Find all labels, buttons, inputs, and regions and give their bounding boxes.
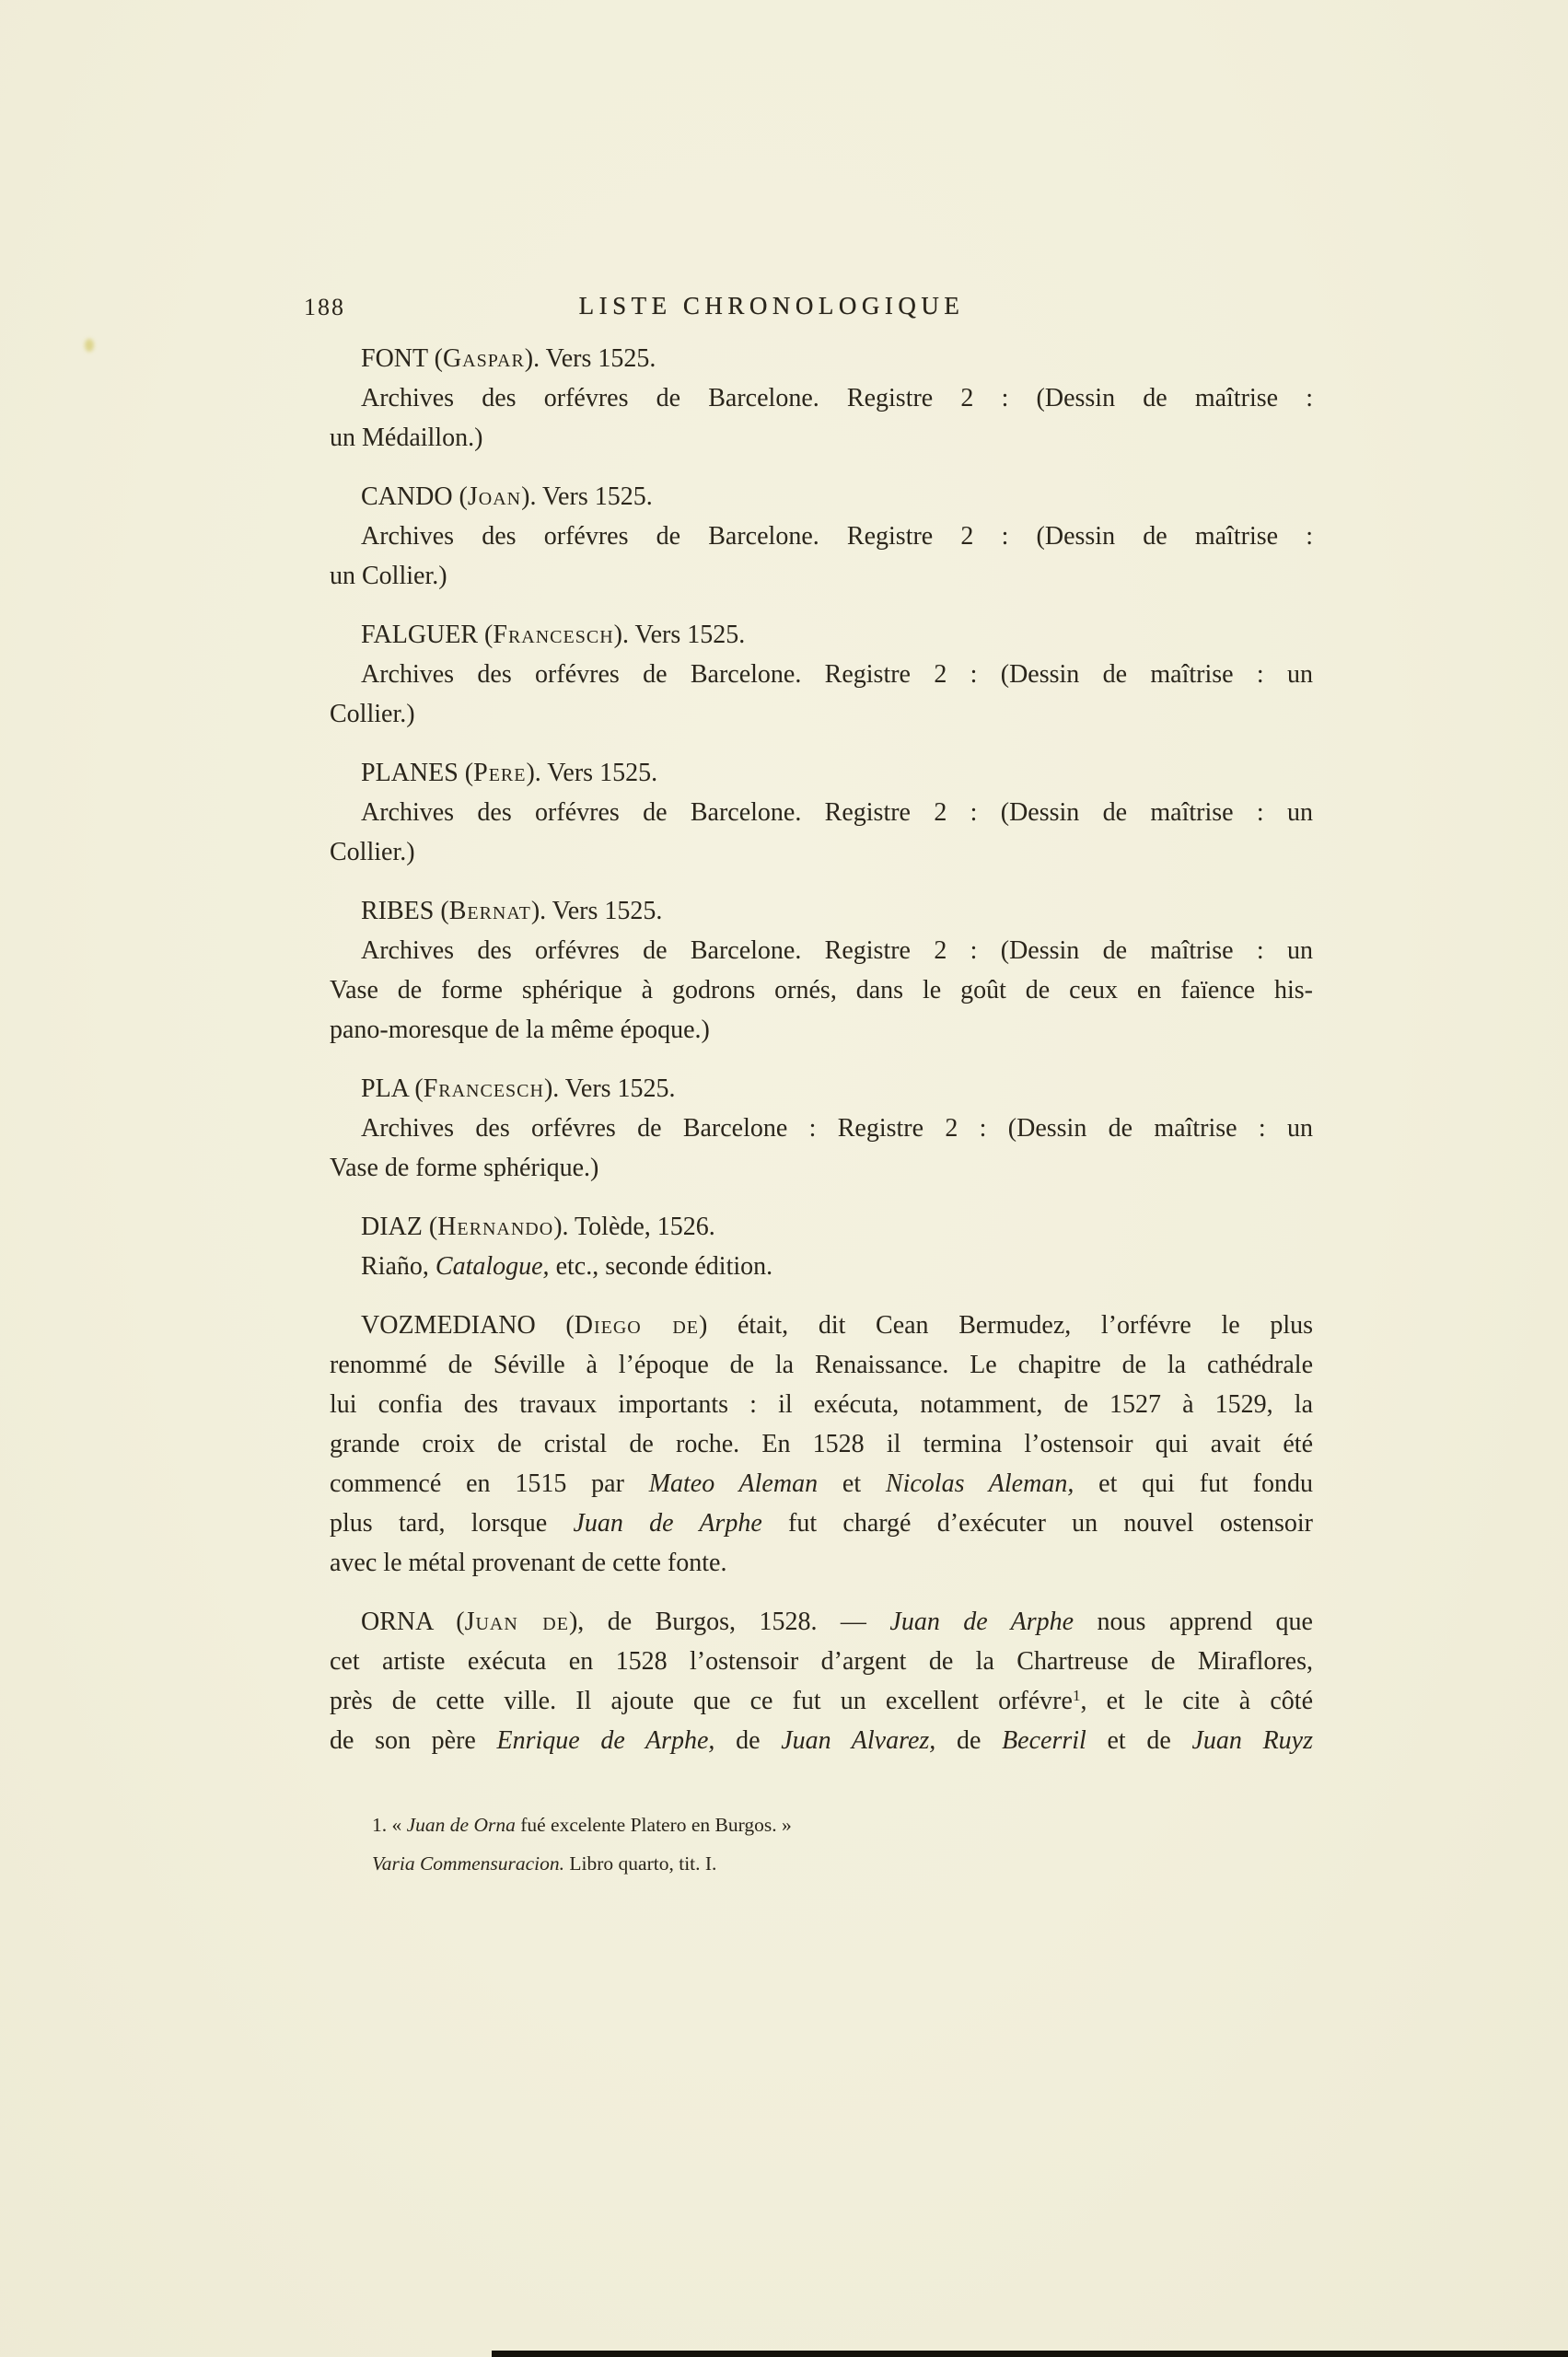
text-line	[330, 517, 1313, 556]
text-segment: PLA (	[361, 1074, 424, 1103]
text-segment: ). Tolède, 1526.	[553, 1213, 715, 1241]
text-segment: ). Vers 1525.	[530, 897, 663, 925]
entry-diaz	[330, 1207, 1313, 1286]
text-line	[330, 1010, 1313, 1050]
text-segment: Gaspar	[442, 344, 525, 373]
scan-artifact-bar	[492, 2351, 1568, 2357]
footnotes-section	[372, 1805, 1237, 1883]
text-line	[372, 1805, 1237, 1844]
text-segment: un Médaillon.)	[330, 424, 483, 452]
text-segment: etc., seconde édition.	[549, 1252, 773, 1281]
text-line	[330, 970, 1313, 1010]
text-segment: ). Vers 1525.	[524, 344, 656, 373]
entry-ribes	[330, 891, 1313, 1050]
text-line	[330, 339, 1313, 378]
text-segment: nous apprend que	[1074, 1608, 1313, 1636]
text-segment: Archives des orfévres de Barcelone. Registre 2 : (Dessin de maîtrise :	[361, 384, 1313, 412]
text-line	[330, 556, 1313, 596]
text-segment: Archives des orfévres de Barcelone. Registre 2 : (Dessin de maîtrise :	[361, 522, 1313, 551]
text-segment: Collier.)	[330, 838, 415, 866]
text-segment: FONT (	[361, 344, 443, 373]
text-segment: fut chargé d’exécuter un nouvel ostensoir	[761, 1509, 1313, 1538]
text-segment: Nicolas Aleman,	[885, 1469, 1074, 1498]
text-line	[330, 615, 1313, 655]
text-segment: Juan de	[464, 1608, 569, 1636]
text-segment: ). Vers 1525.	[543, 1074, 676, 1103]
text-segment: Juan Ruyz	[1191, 1726, 1314, 1755]
text-line	[330, 891, 1313, 931]
paragraph-vozmediano	[330, 1306, 1313, 1583]
text-segment: Bernat	[448, 897, 531, 925]
text-line	[330, 378, 1313, 418]
text-segment: un Collier.)	[330, 562, 447, 590]
text-segment: RIBES (	[361, 897, 449, 925]
text-segment: lui confia des travaux importants : il exécuta, notamment, de 1527 à 1529, la	[330, 1390, 1313, 1419]
text-line	[330, 1504, 1313, 1543]
text-segment: Francesch	[423, 1074, 544, 1103]
text-segment: fué excelente Platero en Burgos. »	[515, 1814, 792, 1836]
text-line	[330, 1602, 1313, 1642]
text-segment: 1. «	[372, 1814, 407, 1836]
text-segment: PLANES (	[361, 759, 474, 787]
text-segment: Collier.)	[330, 700, 415, 728]
text-segment: DIAZ (	[361, 1213, 438, 1241]
text-segment: ORNA (	[361, 1608, 465, 1636]
text-segment: Juan Alvarez,	[781, 1726, 936, 1755]
text-line	[330, 1207, 1313, 1247]
text-line	[330, 1306, 1313, 1345]
entry-font	[330, 339, 1313, 458]
text-segment: Hernando	[437, 1213, 554, 1241]
text-segment: Vase de forme sphérique.)	[330, 1154, 599, 1182]
text-segment: avec le métal provenant de cette fonte.	[330, 1549, 727, 1577]
text-segment: CANDO (	[361, 482, 468, 511]
text-segment: Archives des orfévres de Barcelone. Registre 2 : (Dessin de maîtrise : un	[361, 798, 1313, 827]
text-line	[330, 1721, 1313, 1760]
text-segment: de	[714, 1726, 782, 1755]
text-segment: Becerril	[1002, 1726, 1086, 1755]
text-segment: Pere	[473, 759, 527, 787]
text-segment: Juan de Arphe	[889, 1608, 1074, 1636]
footnote-1	[372, 1805, 1237, 1883]
text-segment: commencé en 1515 par	[330, 1469, 649, 1498]
text-segment: Varia Commensuracion.	[372, 1852, 565, 1875]
footnote-reference: 1	[1072, 1687, 1081, 1704]
text-line	[330, 655, 1313, 694]
text-segment: Libro quarto, tit. I.	[564, 1852, 717, 1875]
text-segment: Francesch	[493, 621, 614, 649]
text-line	[330, 477, 1313, 517]
text-segment: Enrique de Arphe,	[496, 1726, 715, 1755]
entry-pla	[330, 1069, 1313, 1188]
text-segment: et	[818, 1469, 886, 1498]
text-segment: Archives des orfévres de Barcelone : Registre 2 : (Dessin de maîtrise : un	[361, 1114, 1313, 1143]
text-segment: , et le cite à côté	[1080, 1687, 1313, 1715]
text-line	[330, 753, 1313, 793]
text-line	[330, 1247, 1313, 1286]
text-line	[330, 1424, 1313, 1464]
text-segment: ). Vers 1525.	[521, 482, 653, 511]
text-segment: Catalogue,	[435, 1252, 550, 1281]
paragraph-orna	[330, 1602, 1313, 1760]
text-line	[330, 1385, 1313, 1424]
text-line	[330, 418, 1313, 458]
text-segment: renommé de Séville à l’époque de la Renaissance. Le chapitre de la cathédrale	[330, 1351, 1313, 1379]
text-line	[330, 1681, 1313, 1721]
text-segment: ), de Burgos, 1528. —	[568, 1608, 890, 1636]
text-segment: et de	[1086, 1726, 1192, 1755]
text-segment: Joan	[467, 482, 522, 511]
text-line	[330, 1464, 1313, 1504]
text-segment: près de cette ville. Il ajoute que ce fut un excellent orfévre	[330, 1687, 1073, 1715]
text-line	[330, 1069, 1313, 1109]
text-line	[330, 1109, 1313, 1148]
text-segment: Diego de	[574, 1311, 700, 1340]
text-segment: Riaño,	[361, 1252, 436, 1281]
text-line	[330, 694, 1313, 734]
page-number: 188	[304, 294, 345, 320]
text-segment: Mateo Aleman	[648, 1469, 819, 1498]
text-line	[330, 832, 1313, 872]
entry-planes	[330, 753, 1313, 872]
text-segment: de	[935, 1726, 1003, 1755]
text-segment: FALGUER (	[361, 621, 494, 649]
text-line	[330, 931, 1313, 970]
text-segment: plus tard, lorsque	[330, 1509, 574, 1538]
text-line	[330, 793, 1313, 832]
text-segment: pano-moresque de la même époque.)	[330, 1016, 710, 1044]
text-line	[330, 1543, 1313, 1583]
text-segment: Archives des orfévres de Barcelone. Registre 2 : (Dessin de maîtrise : un	[361, 936, 1313, 965]
paper-speck-artifact	[85, 339, 94, 352]
text-segment: Archives des orfévres de Barcelone. Registre 2 : (Dessin de maîtrise : un	[361, 660, 1313, 689]
text-segment: grande croix de cristal de roche. En 1528 il termina l’ostensoir qui avait été	[330, 1430, 1313, 1458]
entry-cando	[330, 477, 1313, 596]
text-line	[330, 1345, 1313, 1385]
text-segment: cet artiste exécuta en 1528 l’ostensoir d’argent de la Chartreuse de Miraflores,	[330, 1647, 1313, 1676]
running-header-title: LISTE CHRONOLOGIQUE	[578, 292, 965, 319]
text-segment: Juan de Arphe	[573, 1509, 762, 1538]
text-line	[372, 1844, 1237, 1883]
text-segment: ) était, dit Cean Bermudez, l’orfévre le plus	[699, 1311, 1313, 1340]
text-segment: ). Vers 1525.	[526, 759, 658, 787]
text-segment: ). Vers 1525.	[613, 621, 746, 649]
text-segment: VOZMEDIANO (	[361, 1311, 575, 1340]
text-line	[330, 1148, 1313, 1188]
text-segment: Juan de Orna	[406, 1814, 516, 1836]
main-text-column	[330, 339, 1313, 1780]
text-segment: de son père	[330, 1726, 497, 1755]
entry-falguer	[330, 615, 1313, 734]
text-segment: Vase de forme sphérique à godrons ornés, dans le goût de ceux en faïence his-	[330, 976, 1313, 1004]
text-line	[330, 1642, 1313, 1681]
text-segment: et qui fut fondu	[1074, 1469, 1313, 1498]
